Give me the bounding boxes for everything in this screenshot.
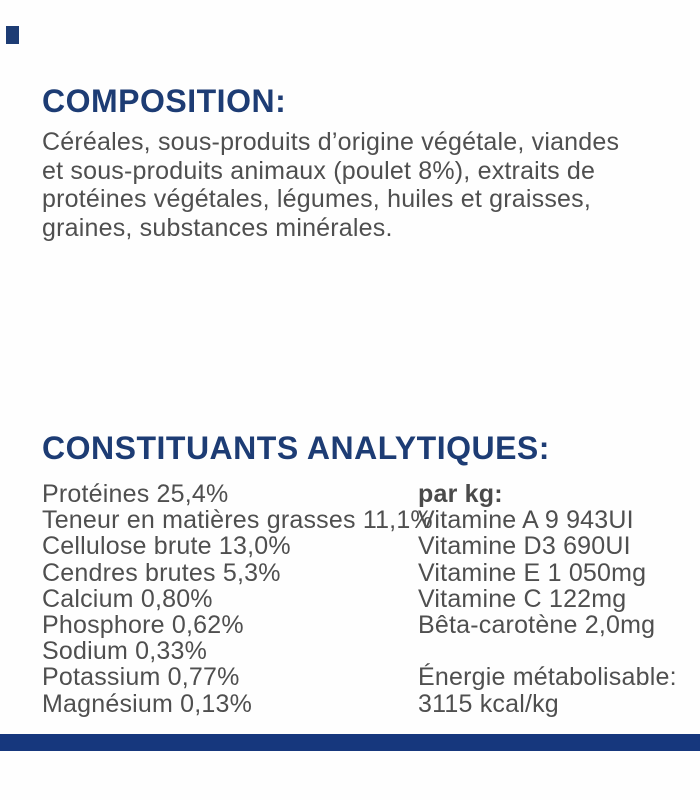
bottom-bar [0, 734, 700, 751]
analytical-left-column [42, 481, 433, 717]
column-spacer [418, 638, 677, 664]
analyte-line: Teneur en matières grasses 11,1% [42, 506, 433, 535]
analyte-line: Protéines 25,4% [42, 480, 229, 508]
composition-line: Céréales, sous-produits d’origine végétale, viandes [42, 128, 620, 156]
energy-value: 3115 kcal/kg [418, 689, 559, 718]
vitamin-line: Vitamine D3 690UI [418, 532, 631, 561]
composition-heading: COMPOSITION: [42, 83, 287, 119]
composition-paragraph [42, 128, 619, 242]
analyte-line: Cellulose brute 13,0% [42, 532, 291, 561]
analytical-right-column [418, 481, 677, 717]
analyte-line: Magnésium 0,13% [42, 689, 253, 718]
per-kg-label: par kg: [418, 480, 503, 508]
analyte-line: Calcium 0,80% [42, 584, 213, 613]
composition-line: graines, substances minérales. [42, 213, 393, 242]
vitamin-line: Vitamine A 9 943UI [418, 506, 634, 535]
composition-line: et sous-produits animaux (poulet 8%), extraits de [42, 156, 596, 185]
analyte-line: Phosphore 0,62% [42, 611, 244, 640]
analyte-line: Sodium 0,33% [42, 637, 207, 666]
vitamin-line: Bêta-carotène 2,0mg [418, 611, 656, 640]
analyte-line: Cendres brutes 5,3% [42, 558, 281, 587]
corner-mark [6, 26, 19, 44]
composition-line: protéines végétales, légumes, huiles et graisses, [42, 185, 591, 213]
analyte-line: Potassium 0,77% [42, 663, 240, 692]
vitamin-line: Vitamine C 122mg [418, 584, 627, 613]
analytical-heading: CONSTITUANTS ANALYTIQUES: [42, 430, 550, 466]
energy-label: Énergie métabolisable: [418, 663, 677, 692]
vitamin-line: Vitamine E 1 050mg [418, 558, 647, 587]
